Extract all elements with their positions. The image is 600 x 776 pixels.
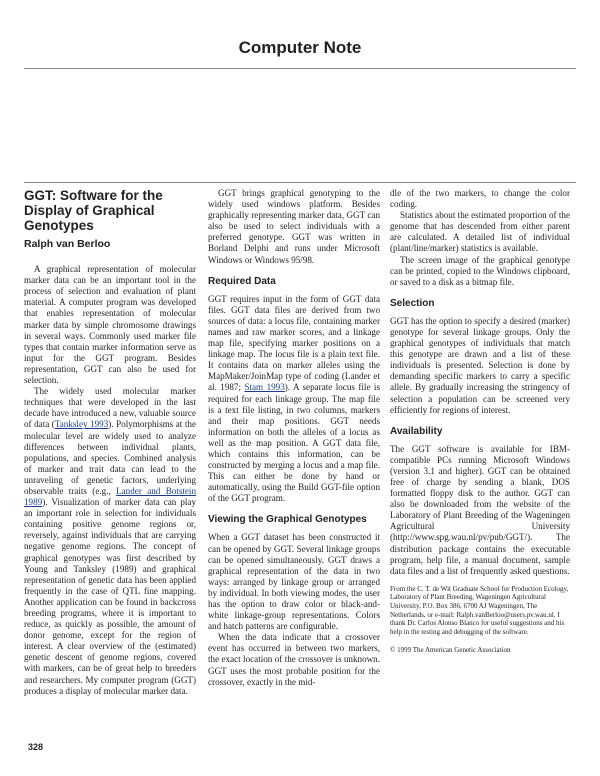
body-rule [24,182,576,183]
section-heading-viewing: Viewing the Graphical Genotypes [208,514,367,526]
column-3 [390,188,570,655]
page-number: 328 [28,742,44,752]
abstract-paragraph: A graphical representation of molecular marker data can be an important tool in the process of selection and evaluation of plant material. A computer program was developed that enables representation of molecular marker data by simple chromosome drawings in several ways. Commonly used marker file types that contain marker information serve as input for the GGT program. Besides representation, GGT can also be used for selection. [24,264,196,386]
reference-link-lander[interactable]: Lander and Botstein 1989 [24,485,197,508]
column-2 [208,188,380,688]
reference-link-stam[interactable]: Stam 1993 [244,382,285,393]
required-data-paragraph [208,294,380,505]
header-rule [24,68,576,69]
required-data-text-a: GGT requires input in the form of GGT data files. GGT data files are derived from two sources of data: a locus file, containing marker names and raw marker scores, and a linkage map file, specifying marker positions on a linkage map. The locus file is a plain text file. It contains data on marker alleles using the MapMaker/JoinMap type of coding (Lander et al. 1987; [208,293,380,393]
availability-paragraph: The GGT software is available for IBM-compatible PCs running Microsoft Windows (version 3.1 and higher). GGT can be obtained free of charge by sending a blank, DOS formatted floppy disk to the author. GGT can also be downloaded from the website of the Laboratory of Plant Breeding of the Wageningen Agricultural University (http://www.spg.wau.nl/pv/pub/GGT/). The distribution package contains the executable program, help file, a manual document, sample data files and a list of frequently asked questions. [390,443,570,576]
section-heading-availability: Availability [390,425,443,437]
intro-text-c: ). Visualization of marker data can play an important role in selection for individuals containing positive genome regions or, reversely, against individuals that are carrying negative genome regions. The concept of graphical genotypes was first described by Young and Tanksley (1989) and graphical representation of genetic data has been applied frequently in the case of QTL fine mapping. Another application can be found in backcross breeding programs, where it is important to reduce, as quickly as possible, the amount of donor genome, except for the region of interest. A clear overview of the (estimated) genetic descent of genome regions, covered with markers, can be of great help to breeders and researchers. My computer program (GGT) produces a display of molecular marker data. [24,497,196,696]
article-author: Ralph van Berloo [24,238,111,250]
selection-paragraph: GGT has the option to specify a desired (marker) genotype for several linkage groups. Only the graphical genotypes of individuals that match this genotype are drawn and a list of these individuals is presented. Selection is done by demanding specific markers to carry a specific allele. By gradually increasing the stringency of selection a population can be screened very efficiently for regions of interest. [390,315,570,415]
statistics-paragraph: Statistics about the estimated proportion of the genome that has descended from either parent are calculated. A detailed list of individual (plant/line/marker) statistics is available. [390,210,570,254]
article-title: GGT: Software for the Display of Graphical Genotypes [24,188,163,233]
reference-link-tanksley[interactable]: Tanksley 1993 [54,419,109,430]
column-1 [24,188,196,697]
intro-paragraph [24,386,196,697]
intro-text-b: ). Polymorphisms at the molecular level are widely used to analyze differences between individual plants, populations, and species. Combined analysis of marker and trait data can lead to the unraveling of genetic factors, underlying observable traits (e.g., [24,419,196,496]
viewing-paragraph: When a GGT dataset has been constructed it can be opened by GGT. Several linkage groups can be opened simultaneously. GGT draws a graphical representation of the data in two ways: arranged by linkage group or arranged by individual. In both viewing modes, the user has the option to draw color or black-and-white linkage-group representations. Colors and hatch patterns are configurable. [208,532,380,632]
intro-text-a: The widely used molecular marker techniques that were developed in the last decade have introduced a new, valuable source of data ( [24,386,196,430]
section-heading-required-data: Required Data [208,275,276,287]
affiliation-footnote: From the C. T. de Wit Graduate School for Production Ecology, Laboratory of Plant Breeding, Wageningen Agricultural University, P.O. Box 386, 6700 AJ Wageningen, The Netherlands, or e-mail: Ralph.vanBerloo@users.pv.wau.nl. I thank Dr. Carlos Alonso Blanco for useful suggestions and his help in the testing and debugging of the software. [390,584,569,636]
required-data-text-b: ). A separate locus file is required for each linkage group. The map file is a text file listing, in two columns, markers and their map positions. GGT needs information on both the alleles of a locus as well as the map position. A GGT data file, which contains this information, can be constructed by merging a locus and a map file. This can either be done by hand or automatically, using the Build GGT-file option of the GGT program. [208,382,380,504]
copyright-notice: © 1999 The American Genetic Association [390,646,511,655]
platform-paragraph: GGT brings graphical genotyping to the widely used windows platform. Besides graphically representing marker data, GGT can also be used to select individuals with a preferred genotype. GGT was written in Borland Delphi and runs under Microsoft Windows or Windows 95/98. [208,188,380,265]
crossover-continued: dle of the two markers, to change the color coding. [390,188,570,210]
crossover-paragraph: When the data indicate that a crossover event has occurred in between two markers, the exact location of the crossover is unknown. GGT uses the most probable position for the crossover, exactly in the mid- [208,632,380,687]
section-header: Computer Note [238,38,362,57]
section-heading-selection: Selection [390,297,435,309]
print-paragraph: The screen image of the graphical genotype can be printed, copied to the Windows clipboard, or saved to a disk as a bitmap file. [390,254,570,287]
